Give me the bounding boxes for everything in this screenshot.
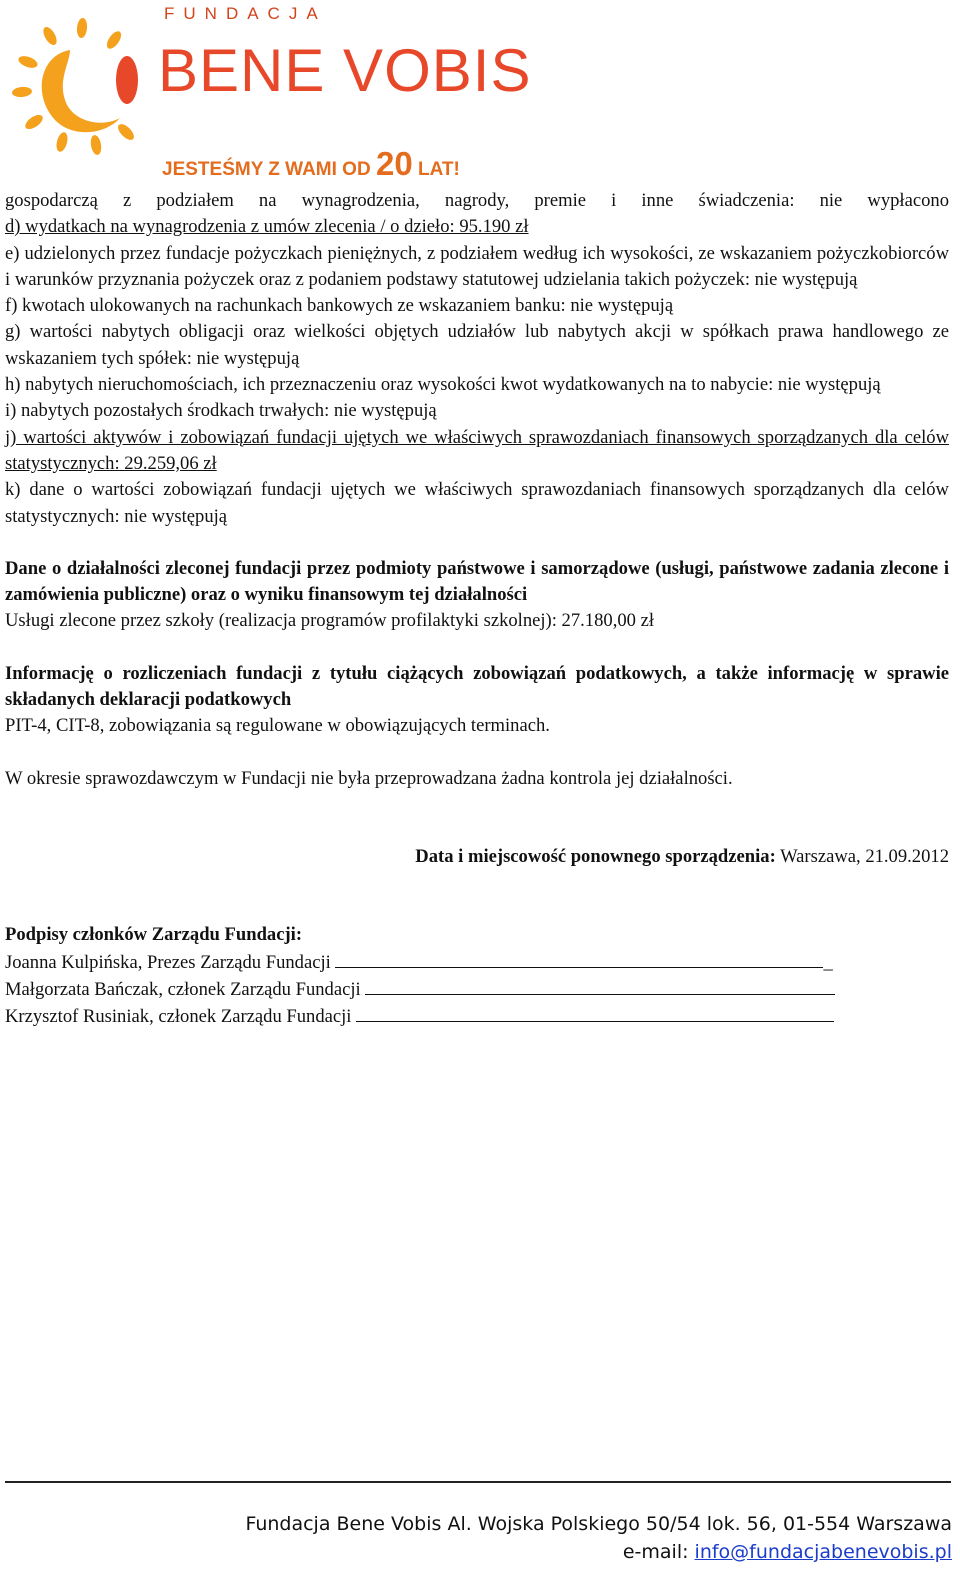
signature-line-1-suffix: _	[823, 951, 833, 973]
date-label: Data i miejscowość ponownego sporządzenia:	[415, 845, 776, 867]
item-h: h) nabytych nieruchomościach, ich przeznaczeniu oraz wysokości kwot wydatkowanych na to nabycie: nie występują	[5, 374, 881, 396]
signer-1: Joanna Kulpińska, Prezes Zarządu Fundacji	[5, 951, 331, 973]
section-heading-commissioned: Dane o działalności zleconej fundacji przez podmioty państwowe i samorządowe (usługi, państwowe zadania zlecone i zamówienia publiczne) oraz o wyniku finansowym tej działalności	[5, 557, 949, 606]
signer-2: Małgorzata Bańczak, członek Zarządu Fundacji	[5, 978, 361, 1000]
text-line: gospodarczą z podziałem na wynagrodzenia, nagrody, premie i inne świadczenia: nie wypłacono	[5, 190, 949, 211]
logo-name: BENE VOBIS	[158, 37, 532, 104]
signature-row-1	[5, 949, 949, 976]
logo-slogan-number: 20	[375, 145, 413, 182]
footer-email-label: e-mail:	[622, 1541, 689, 1563]
item-k: k) dane o wartości zobowiązań fundacji ujętych we właściwych sprawozdaniach finansowych sporządzanych dla celów statystycznych: nie występują	[5, 479, 949, 527]
section-text-tax: PIT-4, CIT-8, zobowiązania są regulowane w obowiązujących terminach.	[5, 715, 550, 737]
item-i: i) nabytych pozostałych środkach trwałych: nie występują	[5, 400, 437, 422]
date-value: Warszawa, 21.09.2012	[780, 845, 949, 867]
date-place	[5, 844, 949, 870]
signer-3: Krzysztof Rusiniak, członek Zarządu Fundacji	[5, 1006, 352, 1028]
control-statement: W okresie sprawozdawczym w Fundacji nie była przeprowadzana żadna kontrola jej działalności.	[5, 767, 733, 789]
footer-divider	[5, 1481, 951, 1483]
item-e: e) udzielonych przez fundacje pożyczkach pieniężnych, z podziałem według ich wysokości, ze wskazaniem pożyczkobiorców i warunków przyznania pożyczek oraz z podaniem podstawy statutowej udzielania takich pożyczek: nie występują	[5, 242, 949, 290]
signature-line-3	[356, 1003, 834, 1022]
logo-slogan-end: LAT!	[417, 159, 460, 180]
item-f: f) kwotach ulokowanych na rachunkach bankowych ze wskazaniem banku: nie występują	[5, 295, 674, 317]
document-body	[5, 188, 949, 1030]
section-text-commissioned: Usługi zlecone przez szkoły (realizacja programów profilaktyki szkolnej): 27.180,00 zł	[5, 610, 655, 632]
footer-address: Fundacja Bene Vobis Al. Wojska Polskiego 50/54 lok. 56, 01-554 Warszawa	[245, 1513, 952, 1535]
signature-row-2	[5, 976, 949, 1003]
item-g: g) wartości nabytych obligacji oraz wielkości objętych udziałów lub nabytych akcji w spółkach prawa handlowego ze wskazaniem tych spółek: nie występują	[5, 321, 949, 369]
logo-slogan-text: JESTEŚMY Z WAMI OD	[162, 159, 371, 180]
signature-line-2	[365, 976, 835, 995]
signature-line-1	[335, 949, 823, 968]
signature-row-3	[5, 1003, 949, 1030]
footer-email-row	[245, 1538, 952, 1566]
logo-slogan	[162, 145, 460, 183]
item-j: j) wartości aktywów i zobowiązań fundacji ujętych we właściwych sprawozdaniach finansowych sporządzanych dla celów statystycznych: 29.259,06 zł	[5, 426, 949, 474]
signatures-heading: Podpisy członków Zarządu Fundacji:	[5, 924, 303, 946]
sun-icon	[10, 0, 160, 160]
footer	[245, 1510, 952, 1566]
logo-top-text: FUNDACJA	[164, 4, 327, 23]
section-heading-tax: Informację o rozliczeniach fundacji z tytułu ciążących zobowiązań podatkowych, a także informację w sprawie składanych deklaracji podatkowych	[5, 662, 949, 711]
footer-email-link[interactable]: info@fundacjabenevobis.pl	[694, 1541, 952, 1563]
foundation-logo	[10, 0, 532, 185]
item-d: d) wydatkach na wynagrodzenia z umów zlecenia / o dzieło: 95.190 zł	[5, 216, 529, 238]
